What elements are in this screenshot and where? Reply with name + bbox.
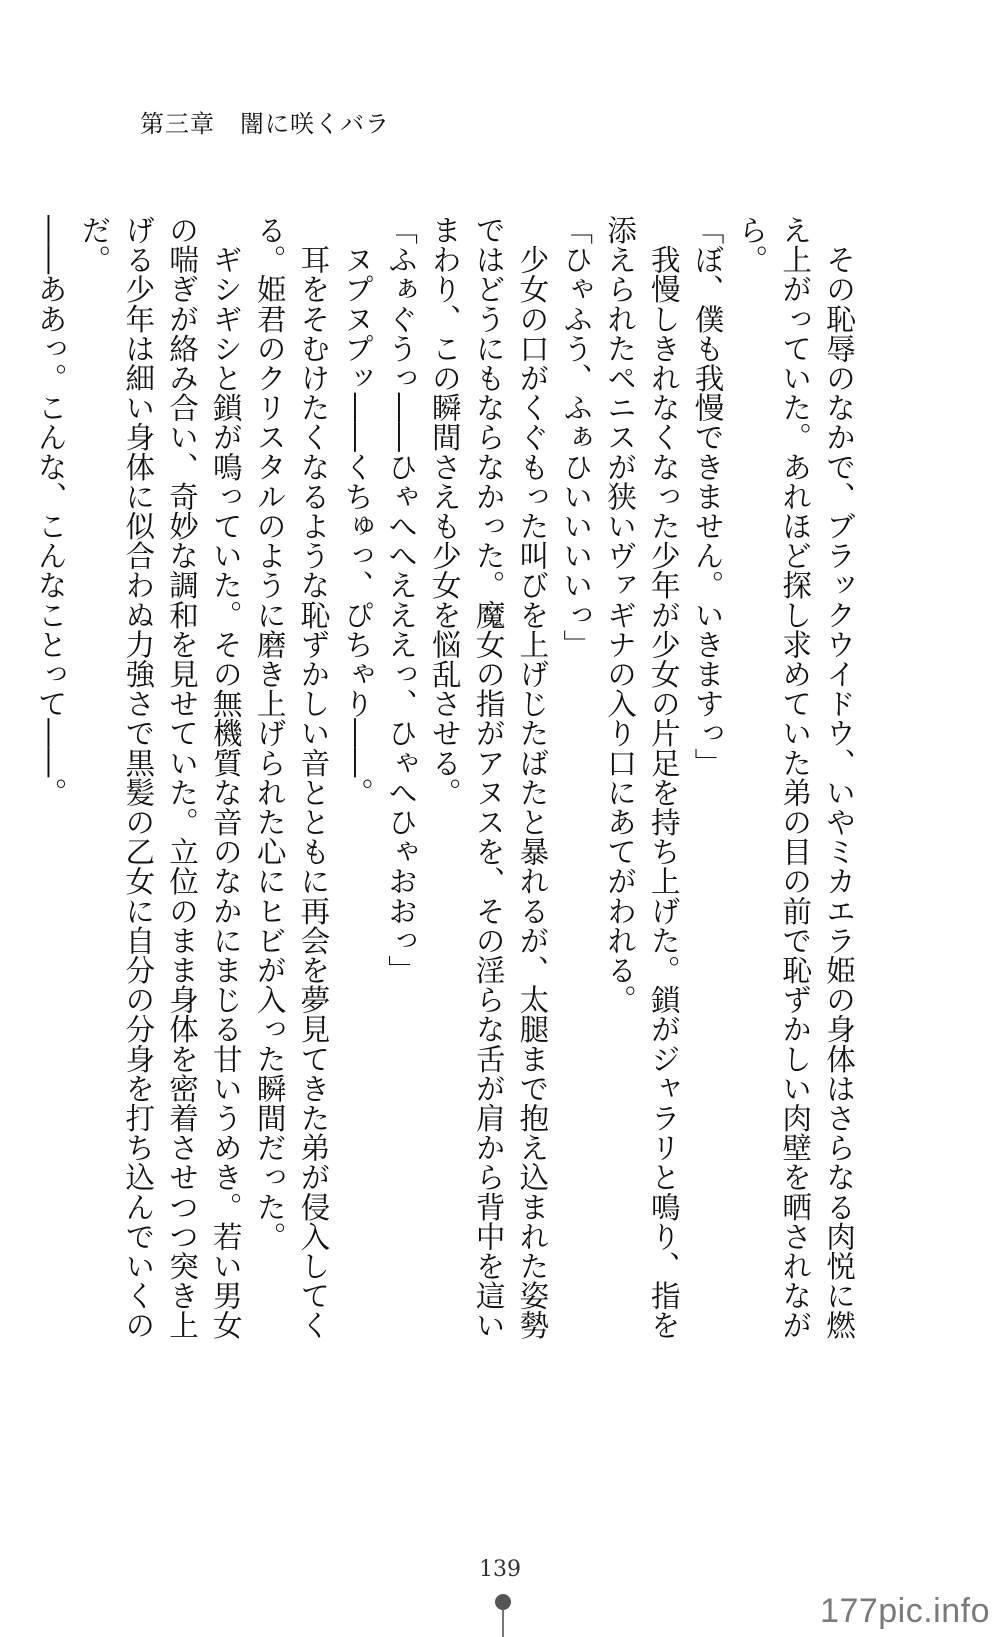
watermark: 177pic.info	[820, 1592, 990, 1630]
page-number: 139	[479, 1557, 521, 1582]
running-head: 第三章 闇に咲くバラ	[140, 110, 390, 138]
paragraph: 「ひゃふう、ふぁひいいいいっ」	[559, 215, 594, 659]
paragraph: 耳をそむけたくなるような恥ずかしい音とともに再会を夢見てきた弟が侵入してくる。姫君のクリスタルのように磨き上げられた心にヒビが入った瞬間だった。	[252, 215, 331, 1340]
paragraph: ――ああっ。こんな、こんなことって――。	[33, 215, 68, 807]
paragraph: 「ふぁぐうっ――ひゃへへえええっ、ひゃへひゃおおっ」	[384, 215, 419, 985]
body-text	[28, 215, 860, 1355]
paragraph: その恥辱のなかで、ブラックウイドウ、いやミカエラ姫の身体はさらなる肉悦に燃え上がっていた。あれほど探し求めていた弟の目の前で恥ずかしい肉壁を晒されながら。	[734, 215, 856, 1340]
paragraph: 我慢しきれなくなった少年が少女の片足を持ち上げた。鎖がジャラリと鳴り、指を添えられたペニスが狭いヴァギナの入り口にあてがわれる。	[603, 215, 681, 1340]
paragraph: ギシギシと鎖が鳴っていた。その無機質な音のなかにまじる甘いうめき。若い男女の喘ぎが絡み合い、奇妙な調和を見せていた。立位のまま身体を密着させつつ突き上げる少年は細い身体に似合わぬ力強さで黒髪の乙女に自分の分身を打ち込んでいくのだ。	[77, 215, 243, 1340]
paragraph: 「ぼ、僕も我慢できません。いきますっ」	[690, 215, 725, 778]
paragraph: 少女の口がくぐもった叫びを上げじたばたと暴れるが、太腿まで抱え込まれた姿勢ではどうにもならなかった。魔女の指がアヌスを、その淫らな舌が肩から背中を這いまわり、この瞬間さえも少女を悩乱させる。	[427, 215, 550, 1340]
page-marker-line	[502, 1610, 504, 1637]
paragraph: ヌプヌプッ――くちゅっ、ぴちゃり――。	[340, 215, 375, 807]
page-marker-dot	[495, 1594, 511, 1610]
